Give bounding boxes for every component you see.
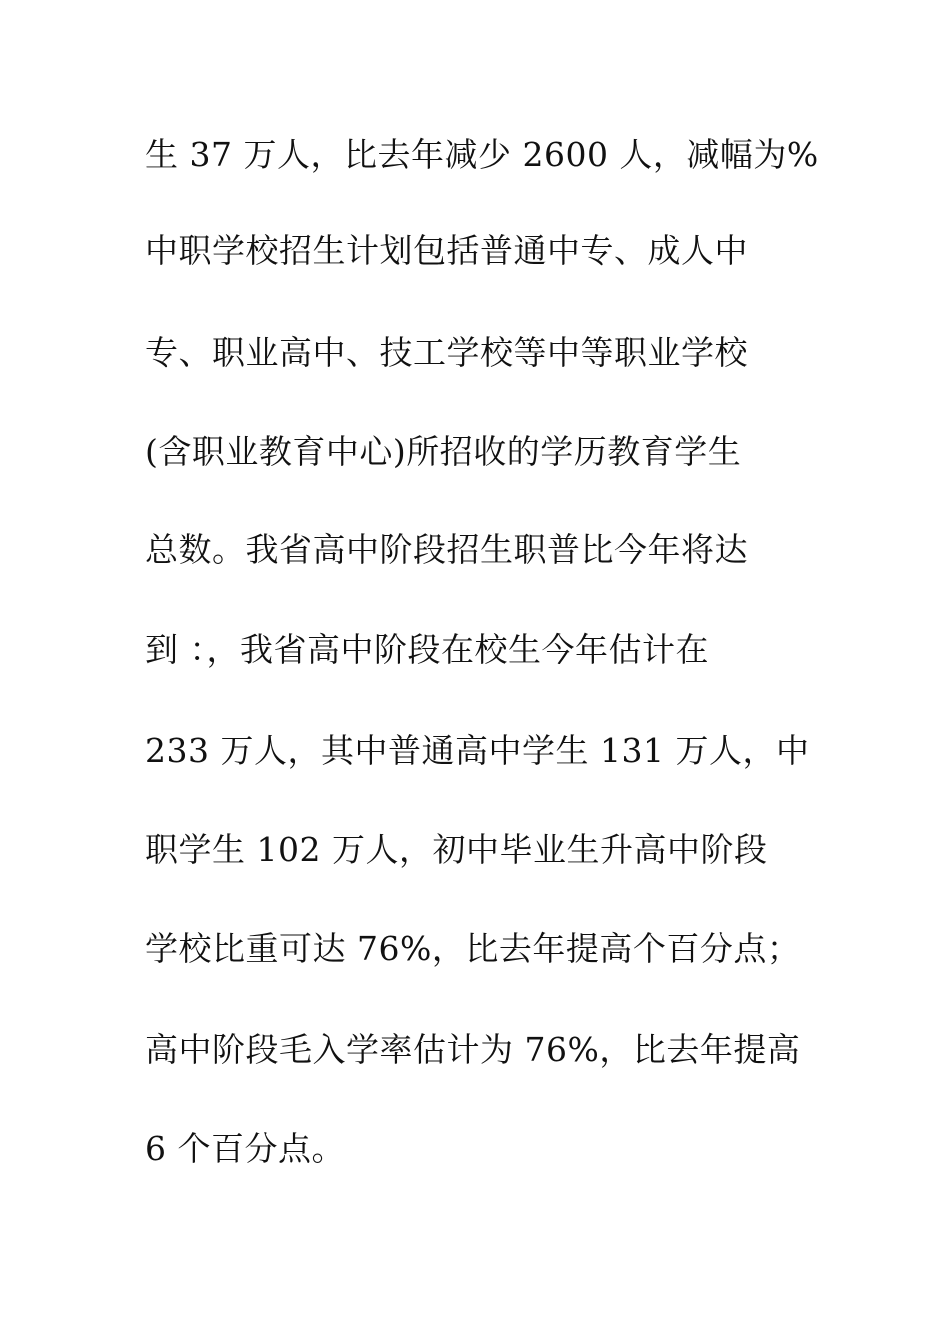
text-line-6: 到 ：，我省高中阶段在校生今年估计在 — [145, 630, 709, 669]
text-line-5: 总数。我省高中阶段招生职普比今年将达 — [145, 530, 748, 569]
text-line-1: 生 37 万人，比去年减少 2600 人，减幅为% — [145, 135, 819, 174]
text-line-2: 中职学校招生计划包括普通中专、成人中 — [145, 231, 748, 270]
text-line-10: 高中阶段毛入学率估计为 76%，比去年提高 — [145, 1030, 801, 1069]
text-line-8: 职学生 102 万人，初中毕业生升高中阶段 — [145, 830, 768, 869]
text-line-11: 6 个百分点。 — [145, 1129, 345, 1168]
text-line-4: (含职业教育中心)所招收的学历教育学生 — [145, 432, 742, 471]
text-line-7: 233 万人，其中普通高中学生 131 万人，中 — [145, 731, 810, 770]
text-line-9: 学校比重可达 76%，比去年提高个百分点； — [145, 929, 801, 968]
text-line-3: 专、职业高中、技工学校等中等职业学校 — [145, 333, 748, 372]
